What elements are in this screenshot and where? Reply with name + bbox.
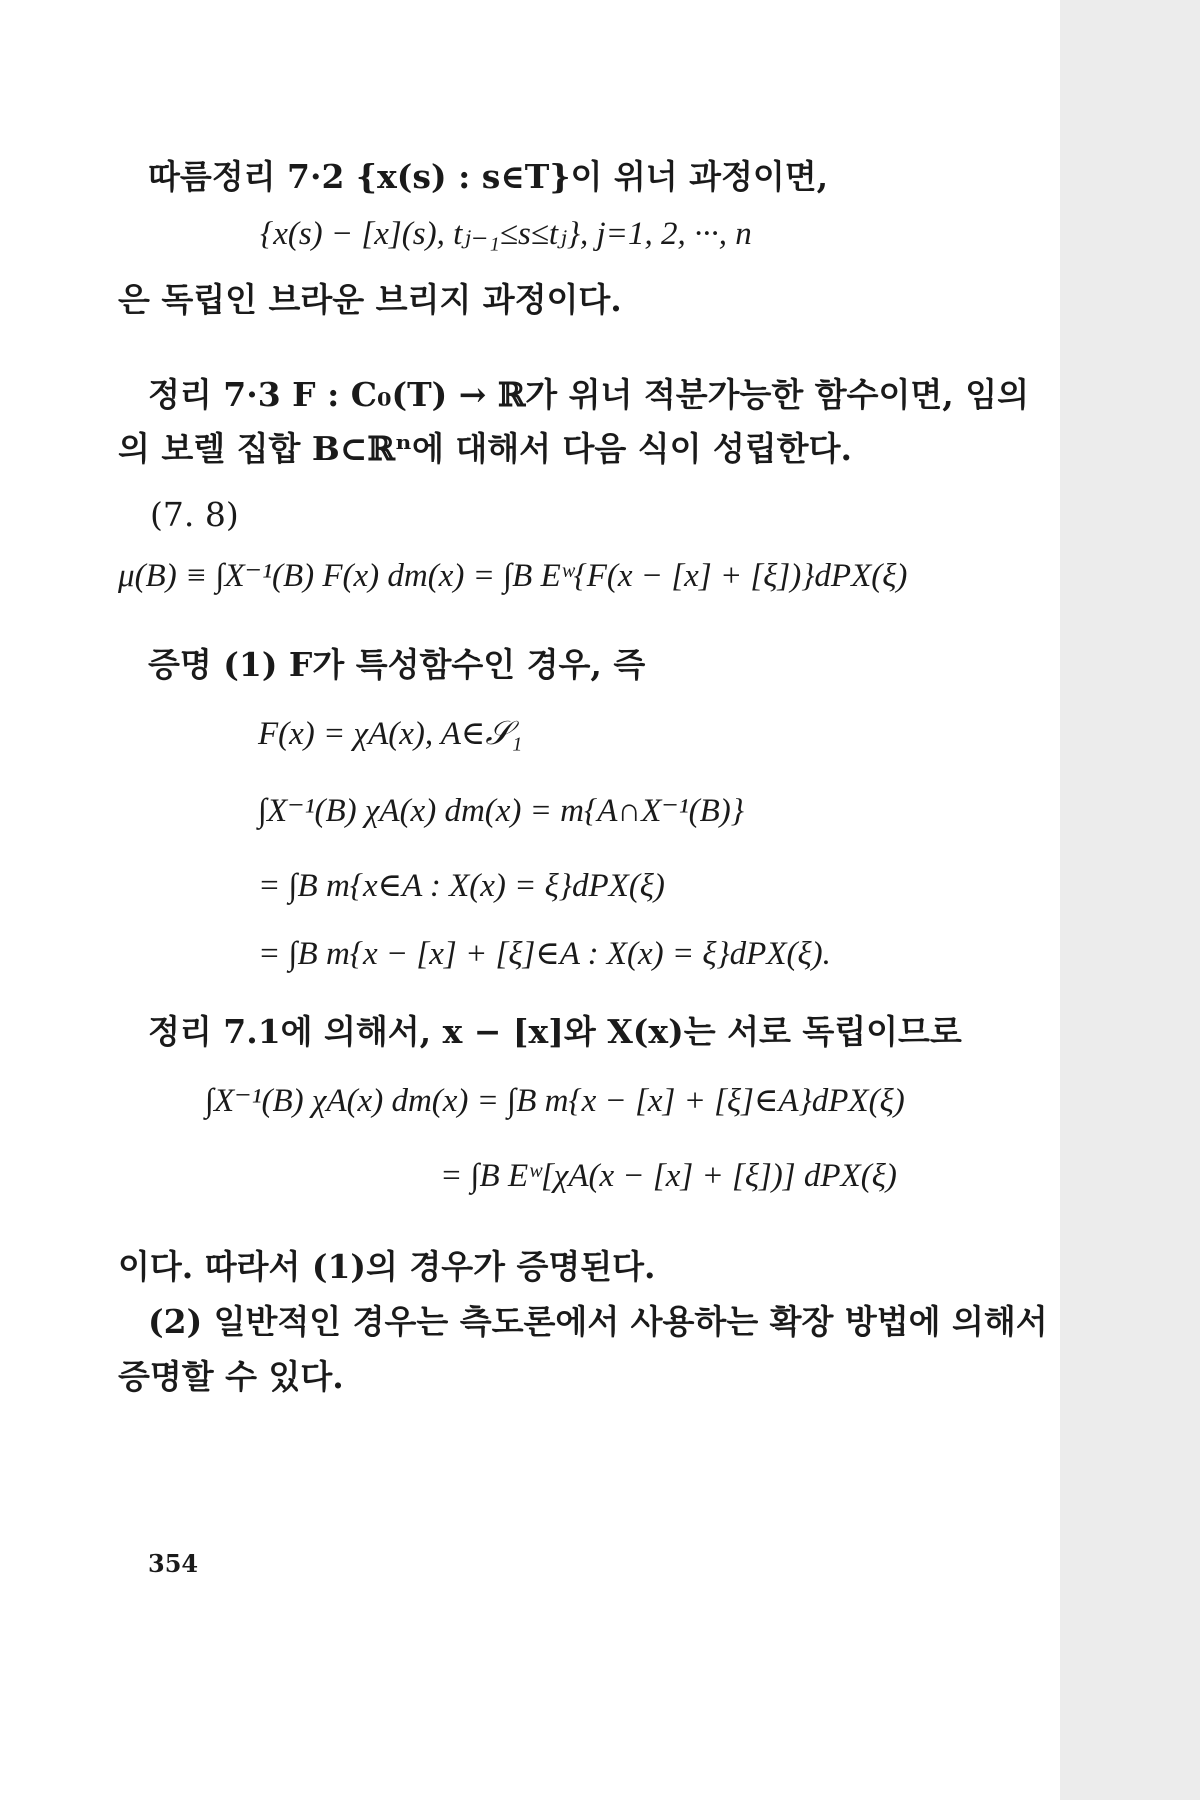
- proof-equation-4: = ∫B m{x − [x] + [ξ]∈A : X(x) = ξ}dPX(ξ).: [258, 936, 831, 972]
- proof-case-1-conclusion: 이다. 따라서 (1)의 경우가 증명된다.: [118, 1247, 656, 1286]
- proof-independence-statement: 정리 7.1에 의해서, x − [x]와 X(x)는 서로 독립이므로: [148, 1012, 962, 1051]
- proof-case-2-continuation: 증명할 수 있다.: [118, 1357, 344, 1396]
- proof-case-1-heading: 증명 (1) F가 특성함수인 경우, 즉: [148, 645, 646, 684]
- proof-equation-6: = ∫B Eʷ[χA(x − [x] + [ξ])] dPX(ξ): [440, 1158, 897, 1194]
- corollary-conclusion: 은 독립인 브라운 브리지 과정이다.: [118, 280, 622, 319]
- equation-7-8: μ(B) ≡ ∫X⁻¹(B) F(x) dm(x) = ∫B Eʷ{F(x − [x] + [ξ])}dPX(ξ): [118, 558, 908, 594]
- equation-label: (7. 8): [150, 495, 239, 534]
- proof-equation-2: ∫X⁻¹(B) χA(x) dm(x) = m{A∩X⁻¹(B)}: [258, 793, 744, 829]
- proof-equation-1: F(x) = χA(x), A∈𝒮₁: [258, 716, 523, 752]
- theorem-7-3-statement: 정리 7·3 F : C₀(T) → ℝ가 위너 적분가능한 함수이면, 임의: [148, 375, 1030, 414]
- theorem-7-3-continuation: 의 보렐 집합 B⊂ℝⁿ에 대해서 다음 식이 성립한다.: [118, 429, 852, 468]
- proof-equation-5: ∫X⁻¹(B) χA(x) dm(x) = ∫B m{x − [x] + [ξ]∈A}dPX(ξ): [205, 1083, 905, 1119]
- proof-equation-3: = ∫B m{x∈A : X(x) = ξ}dPX(ξ): [258, 868, 665, 904]
- page-number: 354: [148, 1549, 199, 1578]
- corollary-7-2: 따름정리 7·2 {x(s) : s∈T}이 위너 과정이면,: [148, 157, 829, 196]
- corollary-equation: {x(s) − [x](s), tⱼ₋₁≤s≤tⱼ}, j=1, 2, ···, n: [260, 216, 752, 252]
- proof-case-2-statement: (2) 일반적인 경우는 측도론에서 사용하는 확장 방법에 의해서: [148, 1302, 1048, 1341]
